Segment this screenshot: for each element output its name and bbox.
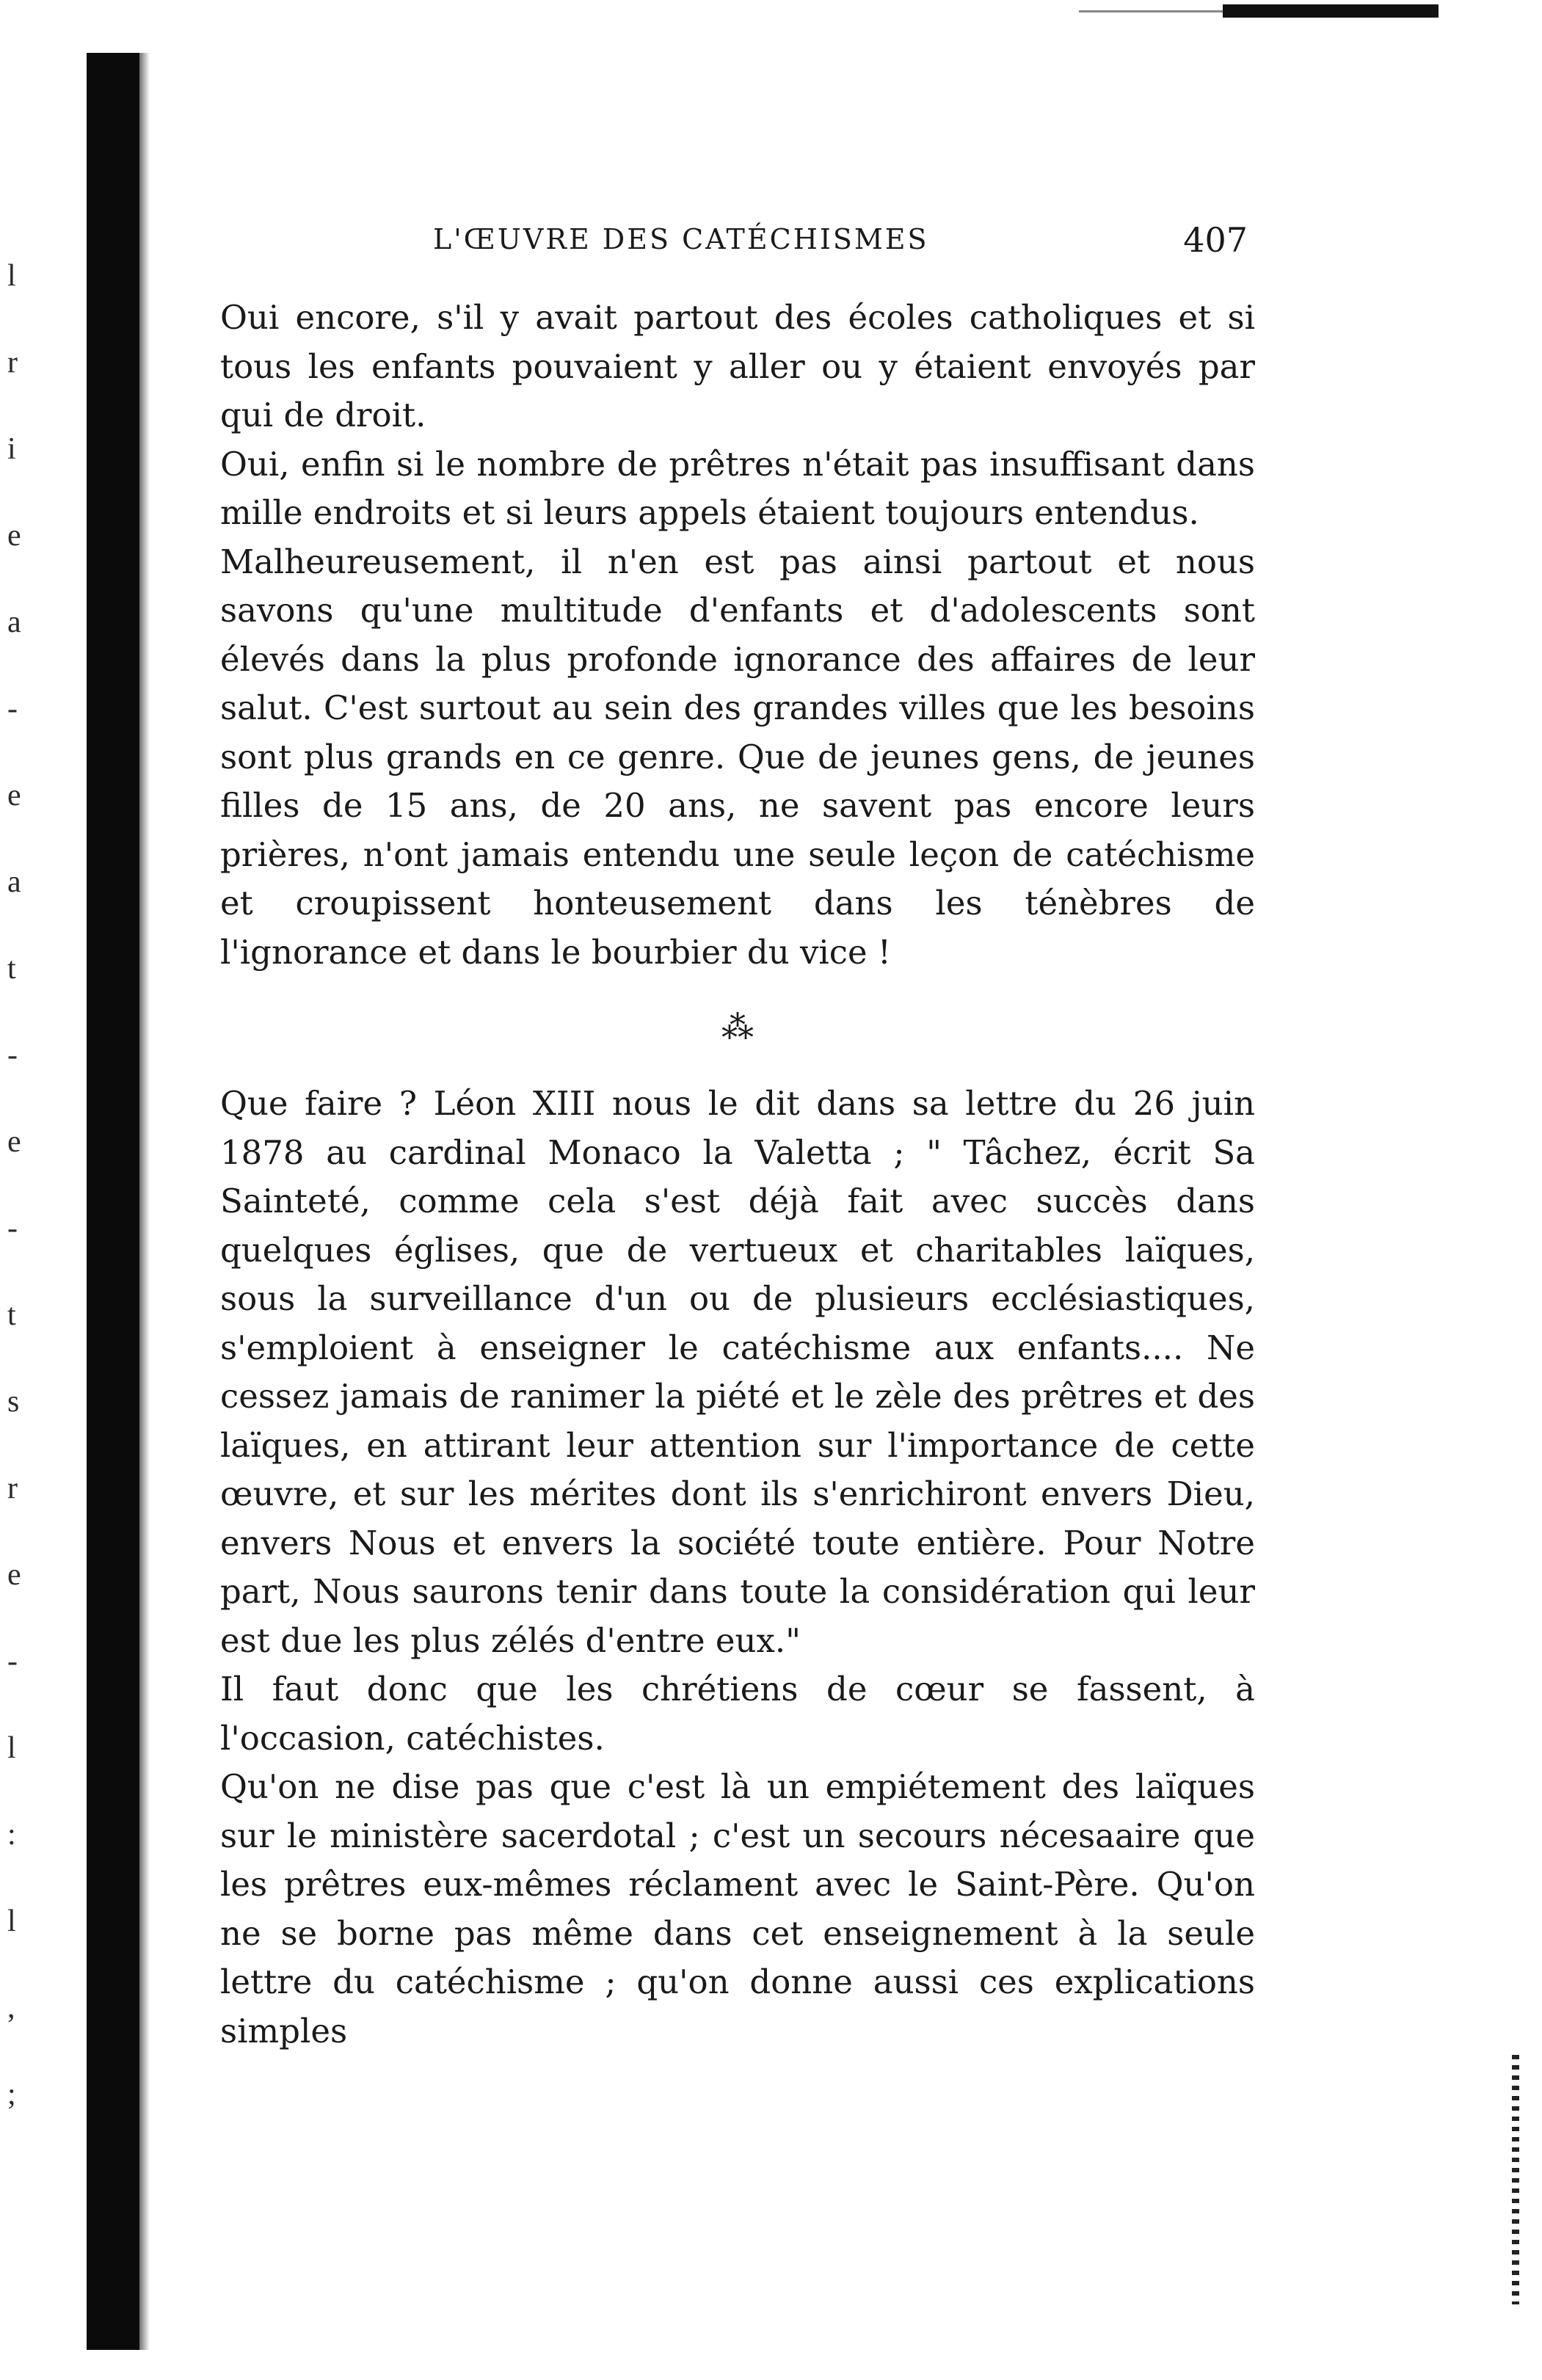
top-scan-rule (1079, 4, 1439, 18)
paragraph: Oui encore, s'il y avait partout des écoles catholiques et si tous les enfants pouvaient y aller ou y étaient envoyés par qui de droit. (220, 298, 1255, 434)
margin-fragment: - (7, 692, 18, 726)
margin-fragment: : (7, 1818, 16, 1852)
margin-fragment: r (7, 346, 18, 379)
paragraph: Qu'on ne dise pas que c'est là un empiétement des laïques sur le ministère sacerdotal ; c'est un secours nécesaaire que les prêtres eux-mêmes réclament avec le Saint-Père. Qu'on ne se borne pas même dans cet enseignement à la seule lettre du catéchisme ; qu'on donne aussi ces explications simples (220, 1767, 1255, 2050)
margin-fragment: - (7, 1038, 18, 1072)
running-title: L'ŒUVRE DES CATÉCHISMES (433, 223, 929, 255)
margin-fragment: l (7, 1904, 16, 1938)
body-text (220, 294, 1255, 2056)
margin-fragment: r (7, 1471, 18, 1505)
running-head (220, 220, 1255, 294)
margin-fragment: a (7, 605, 21, 639)
margin-fragment: e (7, 1125, 21, 1159)
margin-fragment: - (7, 1212, 18, 1245)
margin-fragment: ; (7, 2078, 16, 2111)
margin-fragment: s (7, 1385, 20, 1419)
paragraph: Malheureusement, il n'en est pas ainsi partout et nous savons qu'une multitude d'enfants et d'adolescents sont élevés dans la plus profonde ignorance des affaires de leur salut. C'est surtout au sein des grandes villes que les besoins sont plus grands en ce genre. Que de jeunes gens, de jeunes filles de 15 ans, de 20 ans, ne savent pas encore leurs prières, n'ont jamais entendu une seule leçon de catéchisme et croupissent honteusement dans les ténèbres de l'ignorance et dans le bourbier du vice ! (220, 542, 1255, 972)
section-break-asterism: ⁂ (721, 1009, 754, 1047)
margin-fragment: i (7, 432, 16, 466)
page-number: 407 (1183, 220, 1248, 260)
margin-fragment: e (7, 1558, 21, 1592)
adjacent-page-margin-fragments (0, 261, 66, 2166)
right-edge-scan-artifact (1512, 2055, 1519, 2304)
book-page (220, 220, 1255, 2056)
margin-fragment: - (7, 1645, 18, 1678)
margin-fragment: t (7, 1298, 16, 1332)
margin-fragment: a (7, 865, 21, 899)
margin-fragment: , (7, 1991, 15, 2025)
margin-fragment: l (7, 1731, 16, 1765)
margin-fragment: t (7, 952, 16, 986)
margin-fragment: e (7, 519, 21, 553)
margin-fragment: e (7, 779, 21, 812)
margin-fragment: l (7, 259, 16, 293)
paragraph: Oui, enfin si le nombre de prêtres n'était pas insuffisant dans mille endroits et si leurs appels étaient toujours entendus. (220, 444, 1255, 532)
paragraph: Que faire ? Léon XIII nous le dit dans sa lettre du 26 juin 1878 au cardinal Monaco la Valetta ; " Tâchez, écrit Sa Sainteté, comme cela s'est déjà fait avec succès dans quelques églises, que de vertueux et charitables laïques, sous la surveillance d'un ou de plusieurs ecclésiastiques, s'emploient à enseigner le catéchisme aux enfants.... Ne cessez jamais de ranimer la piété et le zèle des prêtres et des laïques, en attirant leur attention sur l'importance de cette œuvre, et sur les mérites dont ils s'enrichiront envers Dieu, envers Nous et envers la société toute entière. Pour Notre part, Nous saurons tenir dans toute la considération qui leur est due les plus zélés d'entre eux." (220, 1084, 1255, 1660)
binding-gutter-shadow (87, 53, 139, 2350)
paragraph: Il faut donc que les chrétiens de cœur se fassent, à l'occasion, catéchistes. (220, 1670, 1255, 1758)
